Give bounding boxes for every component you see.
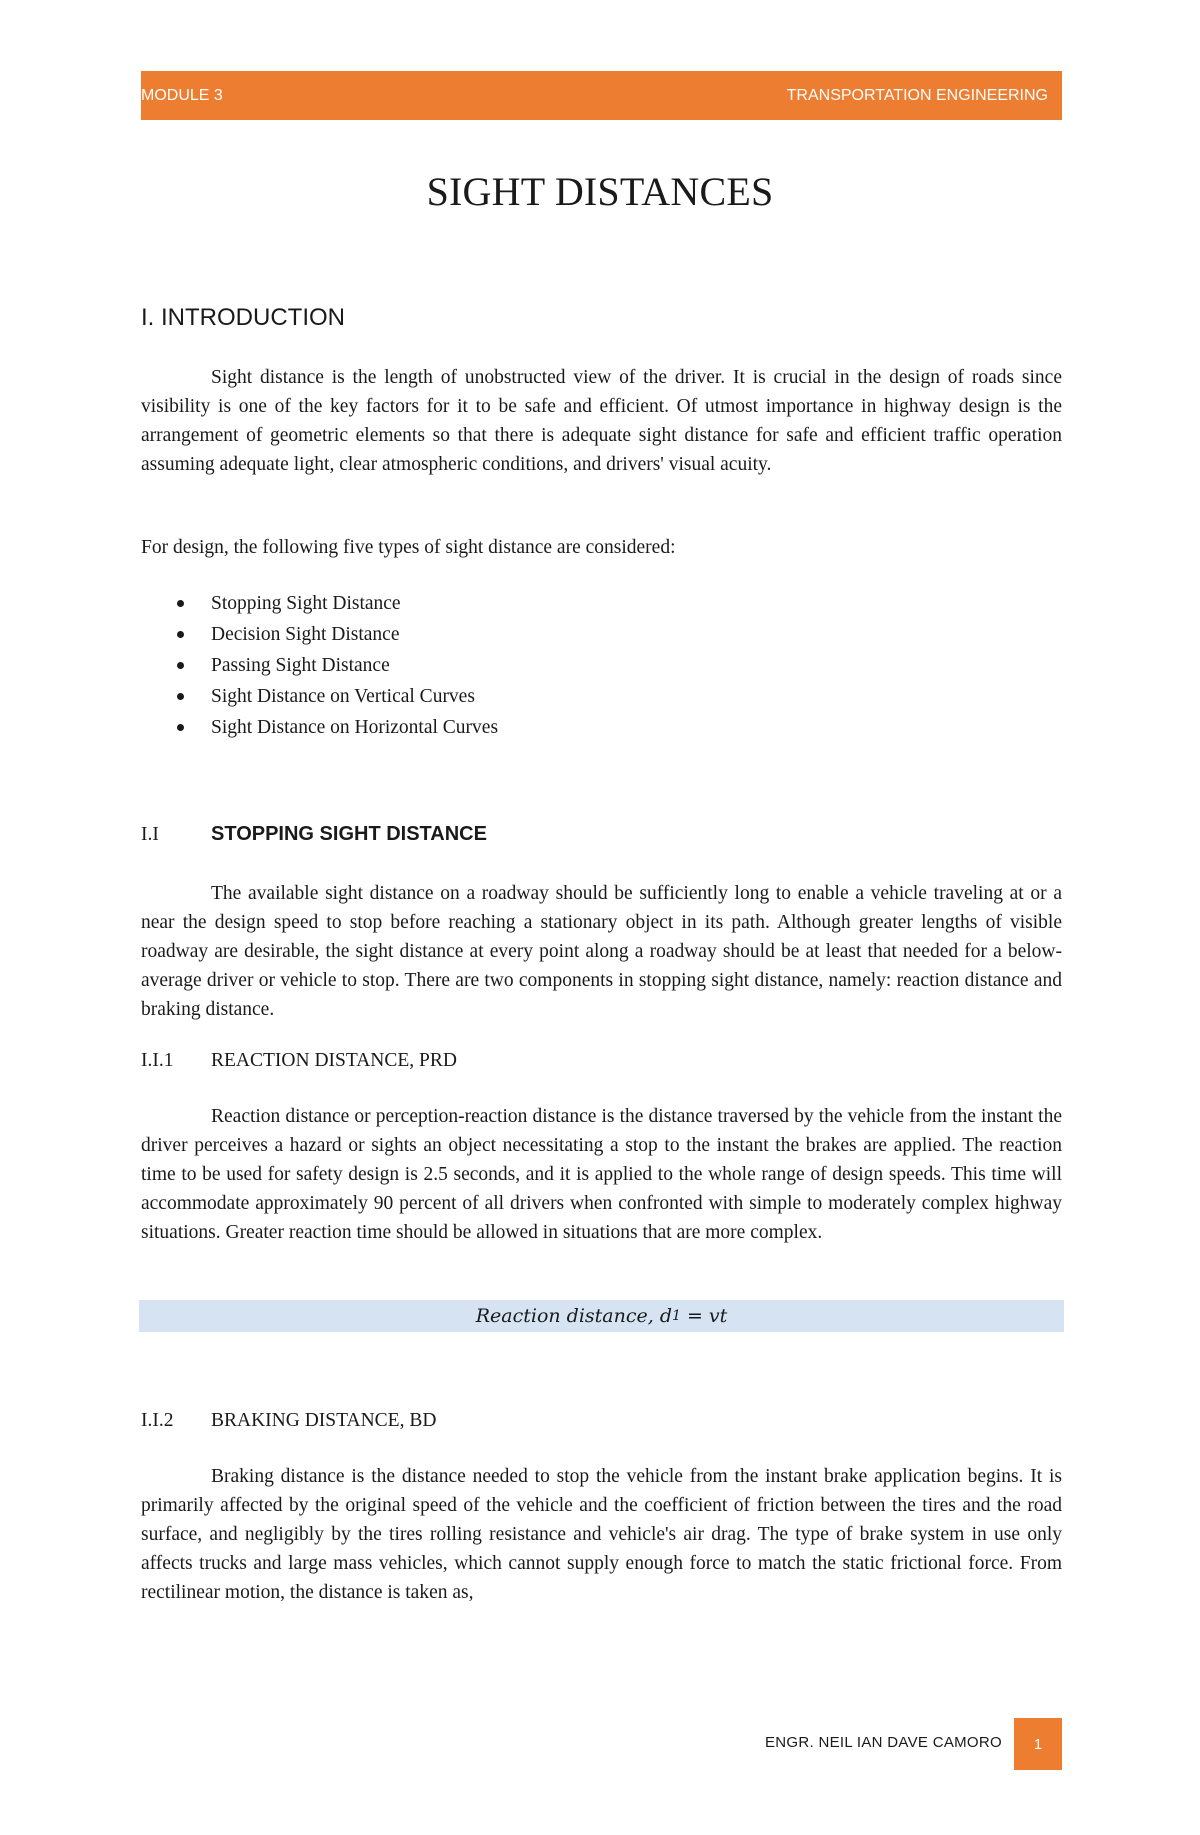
header-bar <box>141 71 1062 120</box>
course-label: TRANSPORTATION ENGINEERING <box>786 86 1048 104</box>
bullet-icon <box>177 631 184 638</box>
section-number: I.I.2 <box>141 1410 174 1431</box>
formula-subscript: 1 <box>671 1308 681 1324</box>
section-number: I.I.1 <box>141 1050 174 1071</box>
introduction-paragraph: Sight distance is the length of unobstructed view of the driver. It is crucial in the design of roads since visibility is one of the key factors for it to be safe and efficient. Of utmost importance in highway design is the arrangement of geometric elements so that there is adequate sight distance for safe and efficient traffic operation assuming adequate light, clear atmospheric conditions, and drivers' visual acuity. <box>141 367 1062 475</box>
sight-distance-types-list <box>141 588 1062 743</box>
reaction-paragraph: Reaction distance or perception-reaction distance is the distance traversed by the vehicle from the instant the driver perceives a hazard or sights an object necessitating a stop to the instant the brakes are applied. The reaction time to be used for safety design is 2.5 seconds, and it is applied to the whole range of design speeds. This time will accommodate approximately 90 percent of all drivers when confronted with simple to moderately complex highway situations. Greater reaction time should be allowed in situations that are more complex. <box>141 1106 1062 1243</box>
list-item: Decision Sight Distance <box>141 619 1062 650</box>
bullet-icon <box>177 693 184 700</box>
introduction-heading: I. INTRODUCTION <box>141 304 345 331</box>
list-item: Sight Distance on Horizontal Curves <box>141 712 1062 743</box>
list-item: Passing Sight Distance <box>141 650 1062 681</box>
section-title: STOPPING SIGHT DISTANCE <box>211 823 487 845</box>
bullet-icon <box>177 724 184 731</box>
stopping-paragraph: The available sight distance on a roadway should be sufficiently long to enable a vehicle traveling at or a near the design speed to stop before reaching a stationary object in its path. Although greater lengths of visible roadway are desirable, the sight distance at every point along a roadway should be at least that needed for a below-average driver or vehicle to stop. There are two components in stopping sight distance, namely: reaction distance and braking distance. <box>141 883 1062 1020</box>
module-label: MODULE 3 <box>141 86 223 104</box>
stopping-section-heading <box>141 823 1062 846</box>
section-title: REACTION DISTANCE, PRD <box>211 1050 457 1071</box>
list-item: Sight Distance on Vertical Curves <box>141 681 1062 712</box>
section-title: BRAKING DISTANCE, BD <box>211 1410 437 1431</box>
list-item: Stopping Sight Distance <box>141 588 1062 619</box>
page-number: 1 <box>1014 1718 1062 1770</box>
bullet-icon <box>177 600 184 607</box>
formula-rhs: = vt <box>680 1305 728 1327</box>
page-title: SIGHT DISTANCES <box>426 169 774 214</box>
reaction-distance-formula <box>139 1300 1064 1332</box>
formula-label: Reaction distance, d <box>475 1305 672 1327</box>
section-number: I.I <box>141 824 159 845</box>
braking-section-heading <box>141 1410 1062 1432</box>
braking-paragraph: Braking distance is the distance needed to stop the vehicle from the instant brake application begins. It is primarily affected by the original speed of the vehicle and the coefficient of friction between the tires and the road surface, and negligibly by the tires rolling resistance and vehicle's air drag. The type of brake system in use only affects trucks and large mass vehicles, which cannot supply enough force to match the static frictional force. From rectilinear motion, the distance is taken as, <box>141 1466 1062 1603</box>
author-name: ENGR. NEIL IAN DAVE CAMORO <box>764 1734 1002 1751</box>
reaction-section-heading <box>141 1050 1062 1072</box>
bullet-icon <box>177 662 184 669</box>
types-intro-paragraph: For design, the following five types of sight distance are considered: <box>141 537 676 558</box>
